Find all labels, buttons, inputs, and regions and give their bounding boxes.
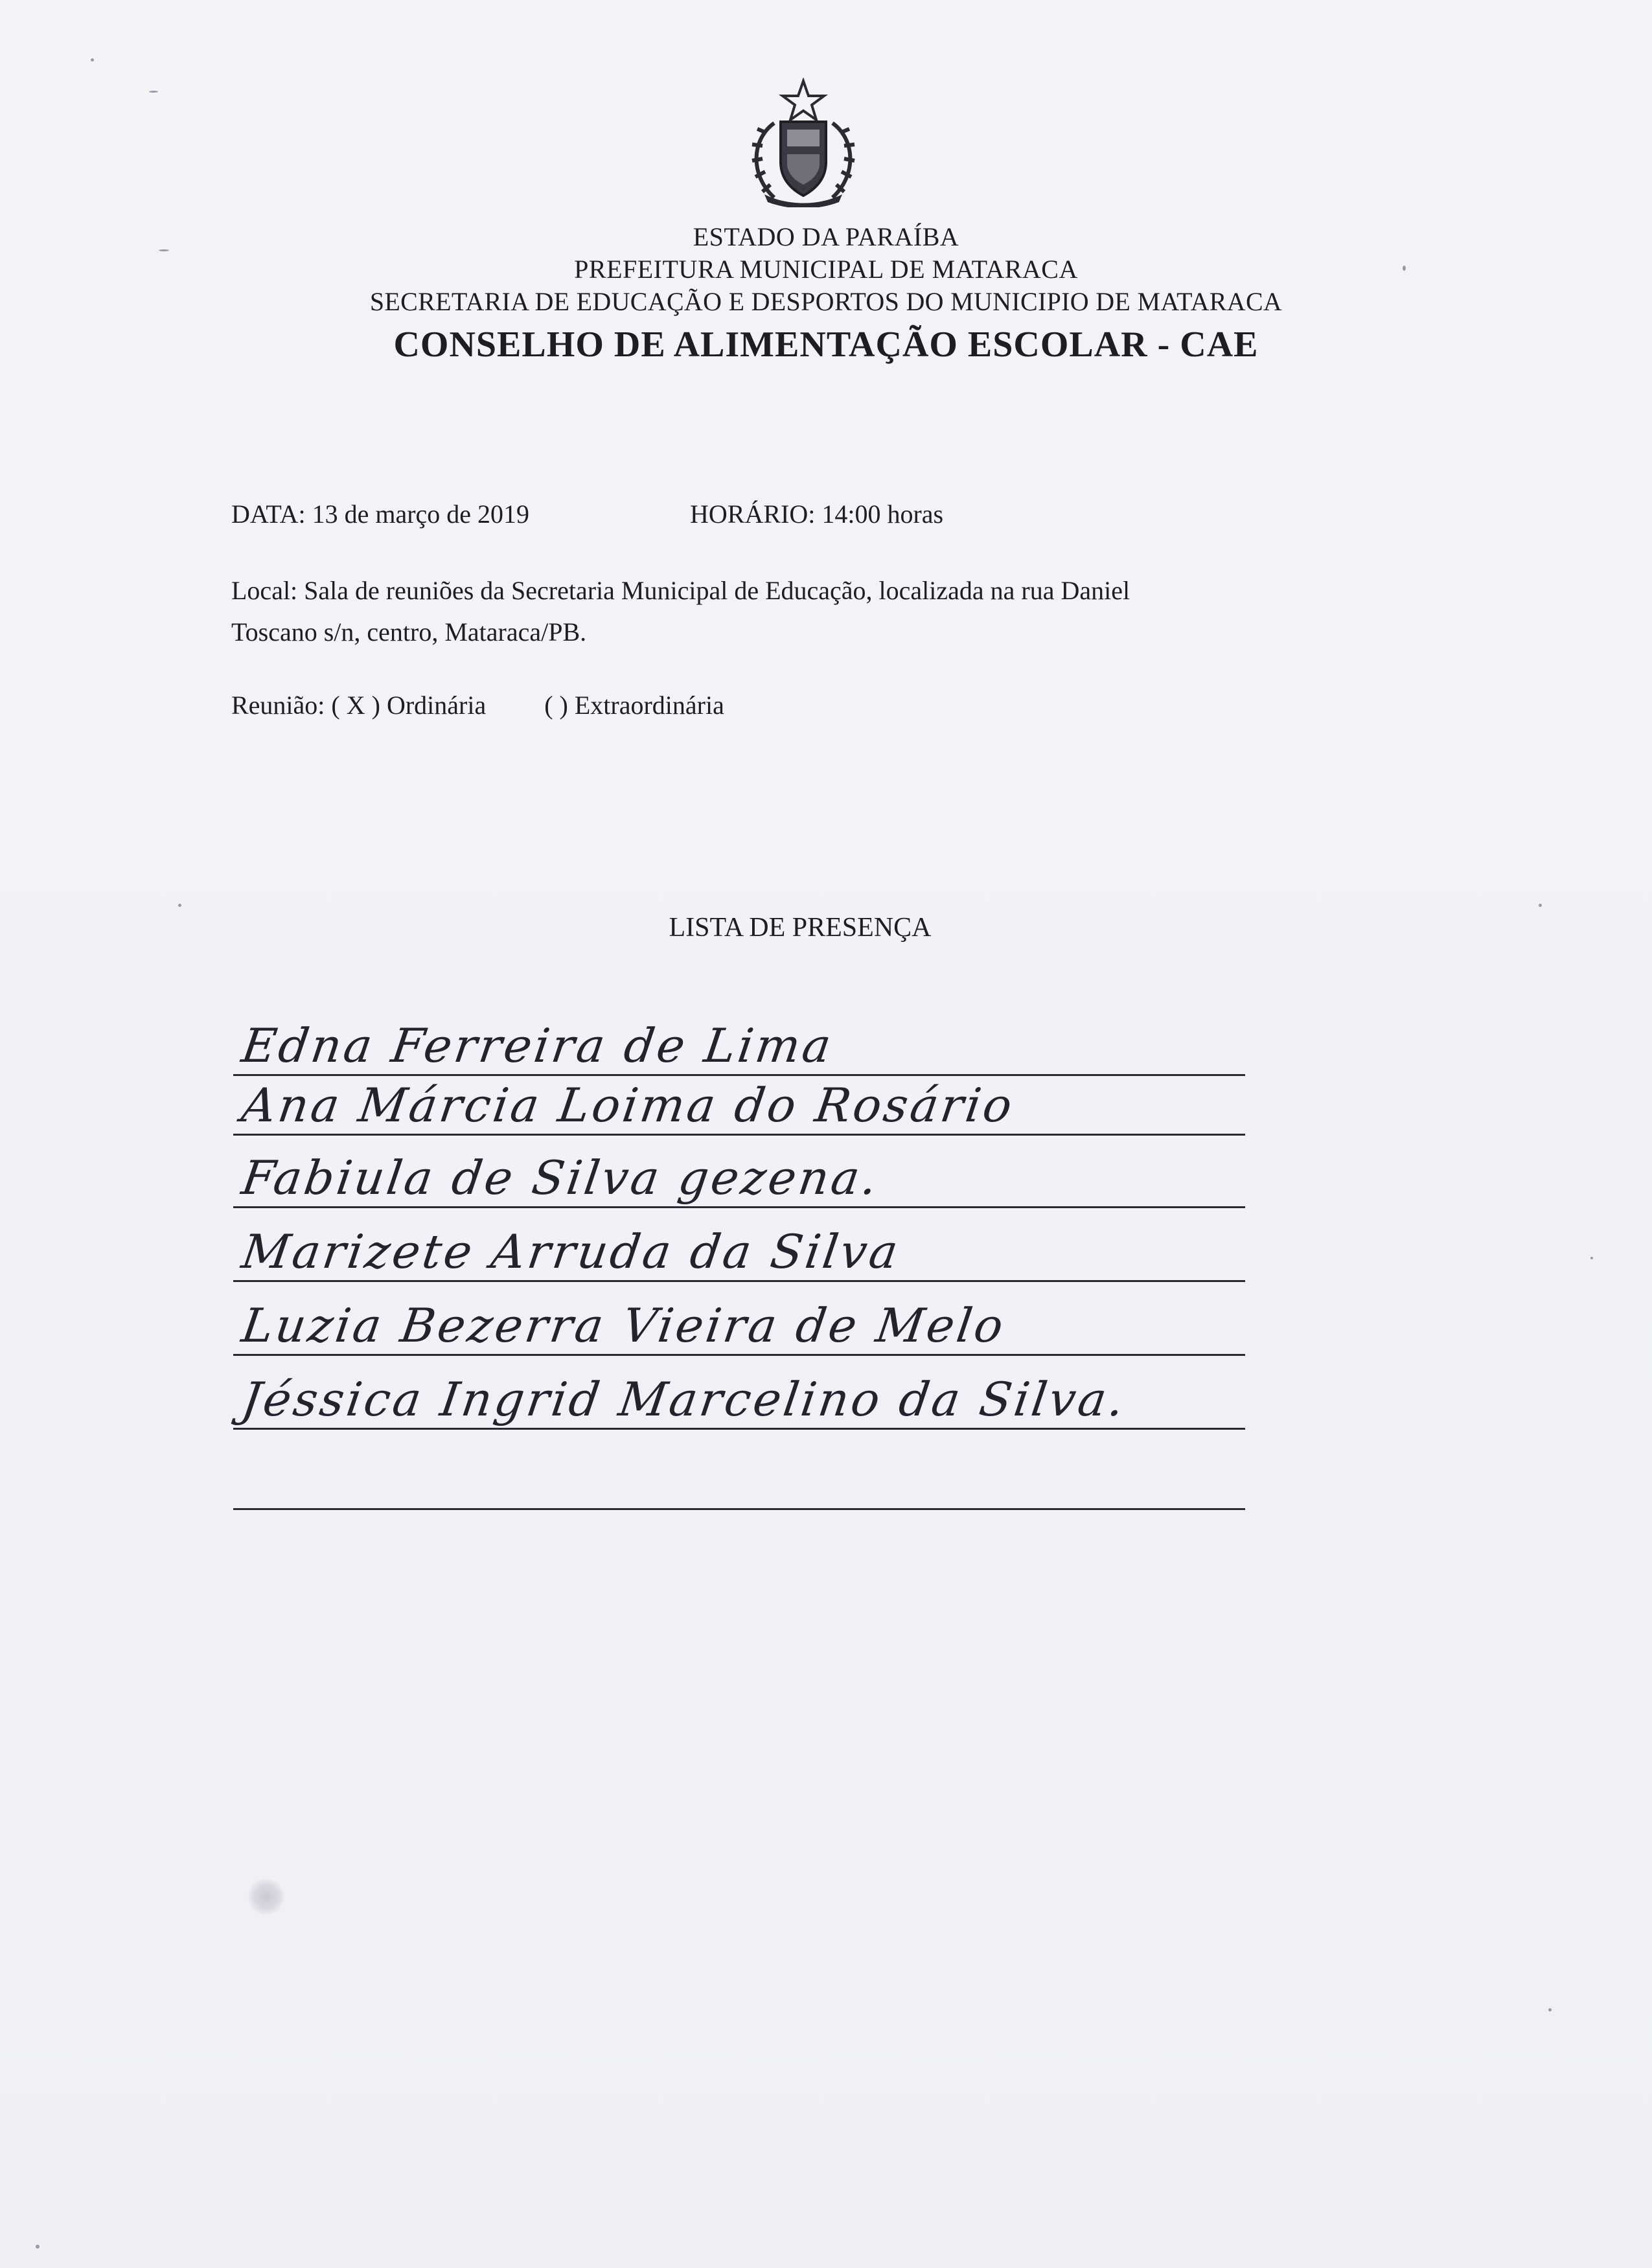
scan-speck [1590, 1257, 1593, 1259]
option-extraordinary: ( ) Extraordinária [544, 691, 724, 720]
signature-line [233, 1135, 1245, 1208]
signature-line [233, 1283, 1245, 1356]
scan-smudge [248, 1879, 284, 1915]
scan-speck [91, 58, 94, 62]
council-title: CONSELHO DE ALIMENTAÇÃO ESCOLAR - CAE [393, 325, 1259, 365]
signature-line-empty [233, 1437, 1245, 1510]
scan-speck [149, 91, 158, 93]
meeting-time: HORÁRIO: 14:00 horas [690, 499, 944, 529]
signature: Fabiula de Silva gezena. [238, 1151, 884, 1205]
signature-line [233, 1209, 1245, 1282]
signature: Ana Márcia Loima do Rosário [238, 1078, 1018, 1132]
scan-speck [1548, 2008, 1552, 2011]
meeting-location-line1: Local: Sala de reuniões da Secretaria Municipal de Educação, localizada na rua Daniel [231, 576, 1130, 605]
state-heading: ESTADO DA PARAÍBA [693, 222, 959, 251]
meeting-location-line2: Toscano s/n, centro, Mataraca/PB. [231, 617, 587, 647]
meeting-type [231, 690, 724, 720]
signature: Jéssica Ingrid Marcelino da Silva. [238, 1372, 1130, 1426]
secretariat-heading: SECRETARIA DE EDUCAÇÃO E DESPORTOS DO MUNICIPIO DE MATARACA [369, 287, 1283, 316]
meeting-date: DATA: 13 de março de 2019 [231, 499, 530, 529]
signature-line [233, 1062, 1245, 1136]
scan-speck [178, 904, 181, 907]
scan-speck [36, 2245, 40, 2249]
scan-speck [1403, 266, 1406, 271]
scan-speck [1539, 904, 1542, 907]
meeting-type-label: Reunião: [231, 691, 325, 720]
coat-of-arms-icon [735, 78, 871, 207]
signature: Marizete Arruda da Silva [238, 1224, 904, 1279]
prefecture-heading: PREFEITURA MUNICIPAL DE MATARACA [574, 255, 1078, 284]
signature: Edna Ferreira de Lima [238, 1018, 837, 1073]
scan-speck [159, 249, 169, 251]
signature-line [233, 1357, 1245, 1430]
signature: Luzia Bezerra Vieira de Melo [238, 1298, 1009, 1353]
attendance-list-title: LISTA DE PRESENÇA [669, 913, 932, 943]
option-ordinary: ( X ) Ordinária [331, 691, 487, 720]
